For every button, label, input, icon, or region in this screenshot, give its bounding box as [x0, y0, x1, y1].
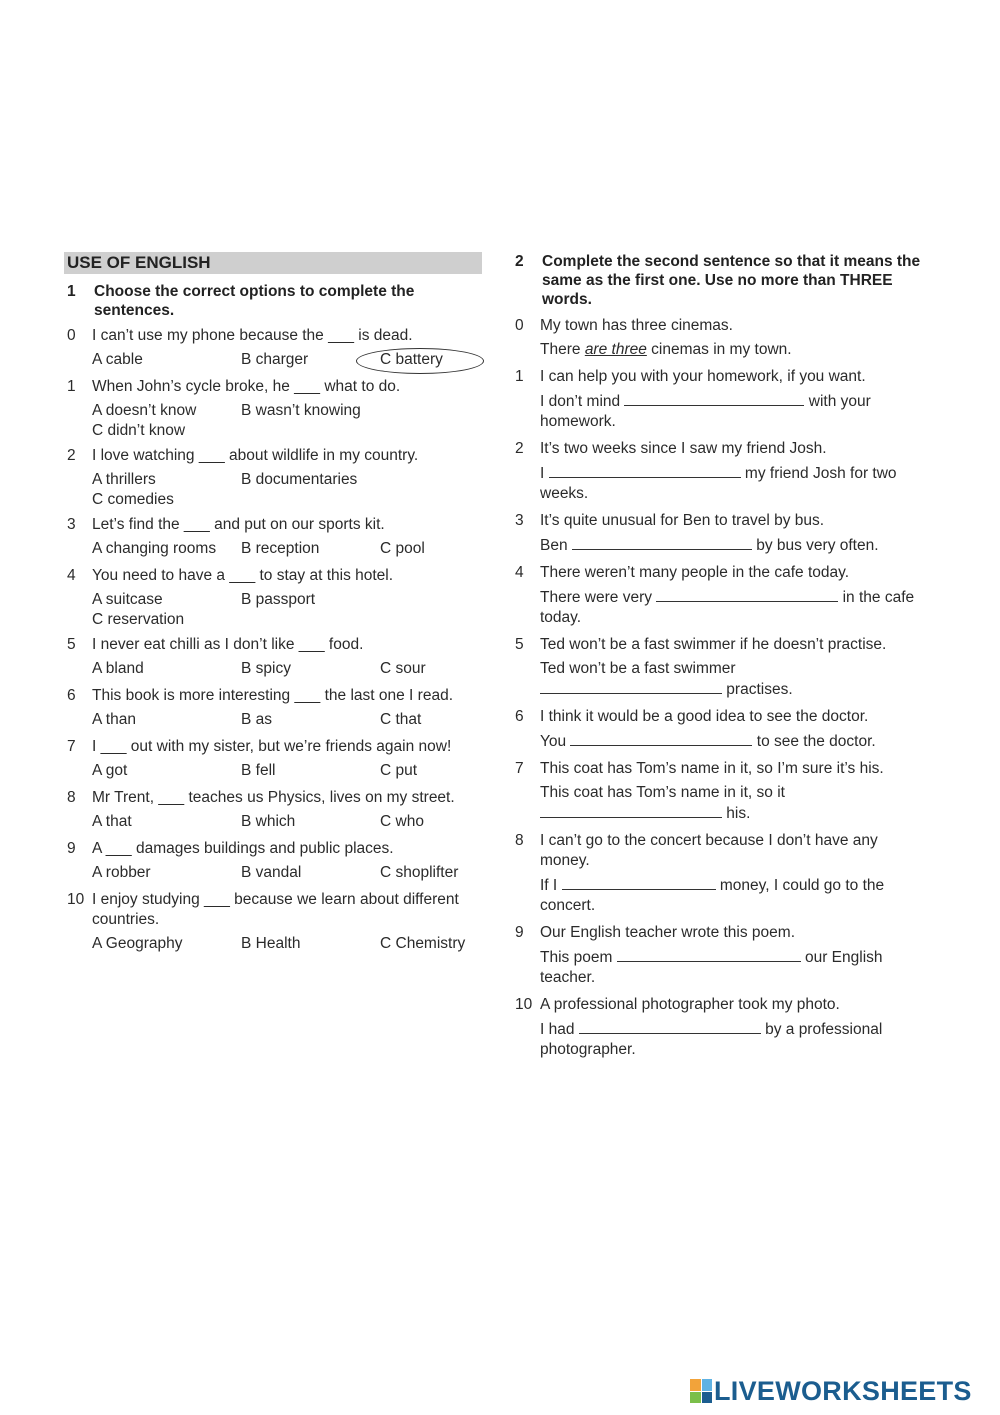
answer-pre: This poem — [540, 949, 617, 966]
option-c[interactable]: C pool — [380, 540, 425, 557]
option-c[interactable]: C didn’t know — [92, 422, 186, 439]
option-c[interactable]: C put — [380, 762, 418, 779]
question-item — [64, 890, 482, 955]
item-sentence: Ted won’t be a fast swimmer if he doesn’t practise. — [540, 636, 887, 653]
answer-circle — [356, 348, 484, 374]
item-sentence: Our English teacher wrote this poem. — [540, 924, 796, 941]
question-item — [64, 788, 482, 833]
logo-text: LIVEWORKSHEETS — [714, 1375, 972, 1406]
exercise-number: 2 — [515, 253, 524, 270]
answer-post: in the cafe today. — [540, 589, 915, 626]
answer-pre: There were very — [540, 589, 657, 606]
liveworksheets-logo — [690, 1376, 972, 1406]
item-number: 2 — [67, 447, 76, 464]
question-item — [64, 737, 482, 782]
answer-post: practises. — [722, 681, 793, 698]
rewrite-line — [540, 947, 922, 988]
rewrite-line — [540, 391, 922, 432]
rewrite-item — [512, 563, 922, 628]
rewrite-item — [512, 367, 922, 432]
option-a[interactable]: A than — [92, 711, 136, 728]
answer-pre: I had — [540, 1021, 579, 1038]
option-b[interactable]: B wasn’t knowing — [241, 402, 361, 419]
exercise-2-column — [512, 252, 922, 1060]
answer-post: by bus very often. — [751, 537, 879, 554]
option-a[interactable]: A robber — [92, 864, 151, 881]
item-number: 7 — [67, 738, 76, 755]
option-a[interactable]: A that — [92, 813, 132, 830]
option-b[interactable]: B spicy — [241, 660, 291, 677]
option-b[interactable]: B reception — [241, 540, 320, 557]
exercise-1-list — [64, 326, 482, 955]
answer-post: money, I could go to the concert. — [540, 877, 885, 914]
answer-blank[interactable] — [549, 463, 741, 478]
item-number: 6 — [67, 687, 76, 704]
example-answer-line — [540, 340, 922, 360]
answer-options — [64, 811, 482, 833]
rewrite-line — [540, 535, 922, 556]
option-b[interactable]: B fell — [241, 762, 276, 779]
logo-mark-icon — [690, 1379, 712, 1403]
item-sentence: A ___ damages buildings and public places. — [92, 840, 394, 857]
exercise-1-column — [64, 252, 482, 955]
answer-pre: If I — [540, 877, 562, 894]
item-number: 4 — [515, 564, 524, 581]
question-item — [64, 446, 482, 509]
answer-pre: You — [540, 733, 571, 750]
question-item — [64, 566, 482, 629]
answer-pre: I don’t mind — [540, 393, 625, 410]
item-sentence: It’s two weeks since I saw my friend Josh. — [540, 440, 827, 457]
rewrite-item — [512, 995, 922, 1060]
answer-options — [64, 933, 482, 955]
exercise-number: 1 — [67, 283, 76, 300]
item-sentence: I love watching ___ about wildlife in my country. — [92, 447, 419, 464]
item-sentence: This book is more interesting ___ the last one I read. — [92, 687, 454, 704]
answer-pre: Ben — [540, 537, 572, 554]
answer-blank[interactable] — [540, 679, 722, 694]
item-sentence: I never eat chilli as I don’t like ___ food. — [92, 636, 364, 653]
item-sentence: This coat has Tom’s name in it, so I’m sure it’s his. — [540, 760, 884, 777]
item-number: 10 — [67, 891, 85, 908]
answer-post: his. — [722, 805, 751, 822]
answer-post: my friend Josh for two weeks. — [540, 465, 897, 502]
item-sentence: A professional photographer took my photo. — [540, 996, 840, 1013]
answer-blank[interactable] — [579, 1019, 761, 1034]
item-number: 8 — [515, 832, 524, 849]
option-b[interactable]: B which — [241, 813, 296, 830]
item-sentence: You need to have a ___ to stay at this hotel. — [92, 567, 394, 584]
option-c[interactable]: C comedies — [92, 491, 174, 508]
answer-blank[interactable] — [562, 875, 716, 890]
item-number: 3 — [515, 512, 524, 529]
option-a[interactable]: A doesn’t know — [92, 402, 197, 419]
answer-options — [64, 589, 482, 629]
answer-pre: Ted won’t be a fast swimmer — [540, 660, 736, 677]
option-b[interactable]: B passport — [241, 591, 316, 608]
answer-pre: This coat has Tom’s name in it, so it — [540, 784, 785, 801]
rewrite-line — [540, 659, 922, 700]
answer-blank[interactable] — [570, 731, 752, 746]
item-sentence: I can’t use my phone because the ___ is dead. — [92, 327, 413, 344]
item-number: 1 — [515, 368, 524, 385]
answer-post: with your homework. — [540, 393, 871, 430]
answer-post: cinemas in my town. — [646, 341, 792, 358]
answer-blank[interactable] — [617, 947, 801, 962]
rewrite-line — [540, 731, 922, 752]
question-item — [64, 515, 482, 560]
option-a[interactable]: A changing rooms — [92, 540, 217, 557]
option-a[interactable]: A got — [92, 762, 128, 779]
item-sentence: Let’s find the ___ and put on our sports kit. — [92, 516, 385, 533]
item-number: 6 — [515, 708, 524, 725]
exercise-2-instruction — [512, 252, 922, 309]
option-c[interactable]: C shoplifter — [380, 864, 459, 881]
item-number: 9 — [67, 840, 76, 857]
answer-options — [64, 400, 482, 440]
option-b[interactable]: B Health — [241, 935, 301, 952]
item-sentence: Mr Trent, ___ teaches us Physics, lives on my street. — [92, 789, 455, 806]
item-number: 4 — [67, 567, 76, 584]
answer-post: by a professional photographer. — [540, 1021, 883, 1058]
rewrite-line — [540, 875, 922, 916]
item-sentence: I can’t go to the concert because I don’t have any money. — [540, 832, 878, 869]
option-a[interactable]: A bland — [92, 660, 144, 677]
item-number: 0 — [67, 327, 76, 344]
item-sentence: My town has three cinemas. — [540, 317, 733, 334]
option-c[interactable]: C who — [380, 813, 424, 830]
answer-options — [64, 469, 482, 509]
example-item — [512, 316, 922, 360]
item-sentence: I think it would be a good idea to see the doctor. — [540, 708, 869, 725]
question-item — [64, 839, 482, 884]
answer-options — [64, 349, 482, 371]
item-number: 0 — [515, 317, 524, 334]
rewrite-item — [512, 635, 922, 700]
option-b[interactable]: B vandal — [241, 864, 302, 881]
option-b[interactable]: B charger — [241, 351, 309, 368]
rewrite-line — [540, 463, 922, 504]
option-b[interactable]: B documentaries — [241, 471, 358, 488]
question-item — [64, 326, 482, 371]
instruction-text: Complete the second sentence so that it means the same as the first one. Use no more than THREE words. — [542, 253, 921, 308]
option-c[interactable]: C that — [380, 711, 422, 728]
option-c[interactable]: C sour — [380, 660, 426, 677]
answer-options — [64, 760, 482, 782]
answer-post: to see the doctor. — [752, 733, 876, 750]
exercise-2-list — [512, 367, 922, 1060]
section-title: USE OF ENGLISH — [64, 252, 482, 274]
example-answer: are three — [584, 341, 647, 358]
rewrite-item — [512, 707, 922, 752]
option-c[interactable]: C Chemistry — [380, 935, 466, 952]
answer-blank[interactable] — [624, 391, 804, 406]
item-sentence: I can help you with your homework, if you want. — [540, 368, 866, 385]
question-item — [64, 635, 482, 680]
answer-pre: There — [540, 341, 585, 358]
exercise-1-instruction — [64, 282, 482, 320]
answer-blank[interactable] — [656, 587, 838, 602]
item-sentence: There weren’t many people in the cafe today. — [540, 564, 850, 581]
option-a[interactable]: A cable — [92, 351, 143, 368]
item-number: 9 — [515, 924, 524, 941]
answer-options — [64, 709, 482, 731]
rewrite-line — [540, 783, 922, 824]
item-number: 5 — [67, 636, 76, 653]
question-item — [64, 686, 482, 731]
answer-options — [64, 862, 482, 884]
item-sentence: I ___ out with my sister, but we’re friends again now! — [92, 738, 452, 755]
item-sentence: When John’s cycle broke, he ___ what to do. — [92, 378, 401, 395]
option-a[interactable]: A suitcase — [92, 591, 163, 608]
answer-blank[interactable] — [572, 535, 752, 550]
item-number: 1 — [67, 378, 76, 395]
option-b[interactable]: B as — [241, 711, 273, 728]
item-sentence: I enjoy studying ___ because we learn about different countries. — [92, 891, 459, 928]
answer-options — [64, 658, 482, 680]
option-c[interactable]: C battery — [380, 351, 443, 368]
answer-options — [64, 538, 482, 560]
option-c[interactable]: C reservation — [92, 611, 185, 628]
instruction-text: Choose the correct options to complete the sentences. — [94, 283, 415, 319]
item-number: 10 — [515, 996, 533, 1013]
answer-pre: I — [540, 465, 549, 482]
option-a[interactable]: A Geography — [92, 935, 183, 952]
rewrite-item — [512, 511, 922, 556]
rewrite-item — [512, 439, 922, 504]
item-sentence: It’s quite unusual for Ben to travel by bus. — [540, 512, 825, 529]
rewrite-line — [540, 1019, 922, 1060]
item-number: 5 — [515, 636, 524, 653]
rewrite-item — [512, 923, 922, 988]
item-number: 2 — [515, 440, 524, 457]
answer-post: our English teacher. — [540, 949, 883, 986]
rewrite-line — [540, 587, 922, 628]
item-number: 3 — [67, 516, 76, 533]
option-a[interactable]: A thrillers — [92, 471, 156, 488]
item-number: 7 — [515, 760, 524, 777]
item-number: 8 — [67, 789, 76, 806]
rewrite-item — [512, 759, 922, 824]
answer-blank[interactable] — [540, 803, 722, 818]
rewrite-item — [512, 831, 922, 916]
question-item — [64, 377, 482, 440]
